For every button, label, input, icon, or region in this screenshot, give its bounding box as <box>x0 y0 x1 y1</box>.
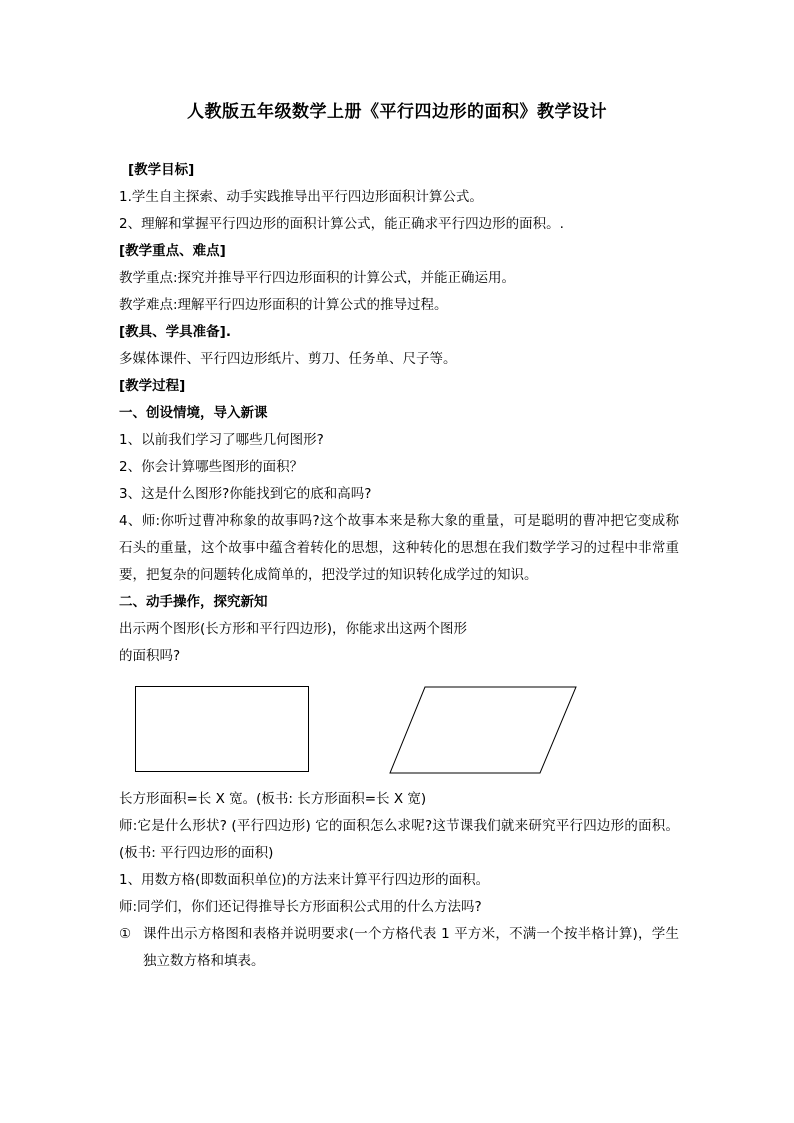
keypoint-text: 教学重点:探究并推导平行四边形面积的计算公式，并能正确运用。 <box>119 270 516 286</box>
question-1: 1、以前我们学习了哪些几何图形? <box>119 432 324 448</box>
step-1-text: 课件出示方格图和表格并说明要求(一个方格代表 1 平方米，不满一个按半格计算)，学生独立数方格和填表。 <box>143 926 679 969</box>
step-1-marker: ① <box>119 926 132 942</box>
goals-heading: [教学目标] <box>128 162 195 178</box>
keypoints-heading: [教学重点、难点] <box>119 243 226 259</box>
question-4: 4、师:你听过曹冲称象的故事吗?这个故事本来是称大象的重量，可是聪明的曹冲把它变成称石头的重量，这个故事中蕴含着转化的思想，这种转化的思想在我们数学学习的过程中非常重要，把复杂的问题转化成简单的，把没学过的知识转化成学过的知识。 <box>119 513 679 583</box>
document-body <box>119 157 679 975</box>
goal-1: 1.学生自主探索、动手实践推导出平行四边形面积计算公式。 <box>119 189 483 205</box>
step-1 <box>119 921 679 975</box>
tools-text: 多媒体课件、平行四边形纸片、剪刀、任务单、尺子等。 <box>119 351 457 367</box>
goal-2: 2、理解和掌握平行四边形的面积计算公式，能正确求平行四边形的面积。. <box>119 216 564 232</box>
document-title: 人教版五年级数学上册《平行四边形的面积》教学设计 <box>187 102 607 122</box>
show-figures-line-2: 的面积吗? <box>119 648 181 664</box>
rectangle-figure <box>135 686 309 772</box>
show-figures-line-1: 出示两个图形(长方形和平行四边形)，你能求出这两个图形 <box>119 621 468 637</box>
part2-heading: 二、动手操作，探究新知 <box>119 594 268 610</box>
part1-heading: 一、创设情境，导入新课 <box>119 405 268 421</box>
process-heading: [教学过程] <box>119 378 186 394</box>
tools-heading: [教具、学具准备]. <box>119 324 231 340</box>
rectangle-formula: 长方形面积=长 X 宽。(板书: 长方形面积=长 X 宽) <box>119 791 427 807</box>
question-3: 3、这是什么图形?你能找到它的底和高吗? <box>119 486 372 502</box>
question-2: 2、你会计算哪些图形的面积？ <box>119 459 304 475</box>
teacher-recall: 师:同学们，你们还记得推导长方形面积公式用的什么方法吗? <box>119 899 482 915</box>
teacher-question: 师:它是什么形状? (平行四边形) 它的面积怎么求呢?这节课我们就来研究平行四边形的面积。(板书: 平行四边形的面积) <box>119 818 679 861</box>
method-1: 1、用数方格(即数面积单位)的方法来计算平行四边形的面积。 <box>119 872 490 888</box>
parallelogram-figure <box>389 686 577 774</box>
difficulty-text: 教学难点:理解平行四边形面积的计算公式的推导过程。 <box>119 297 448 313</box>
figures-area <box>119 674 679 786</box>
